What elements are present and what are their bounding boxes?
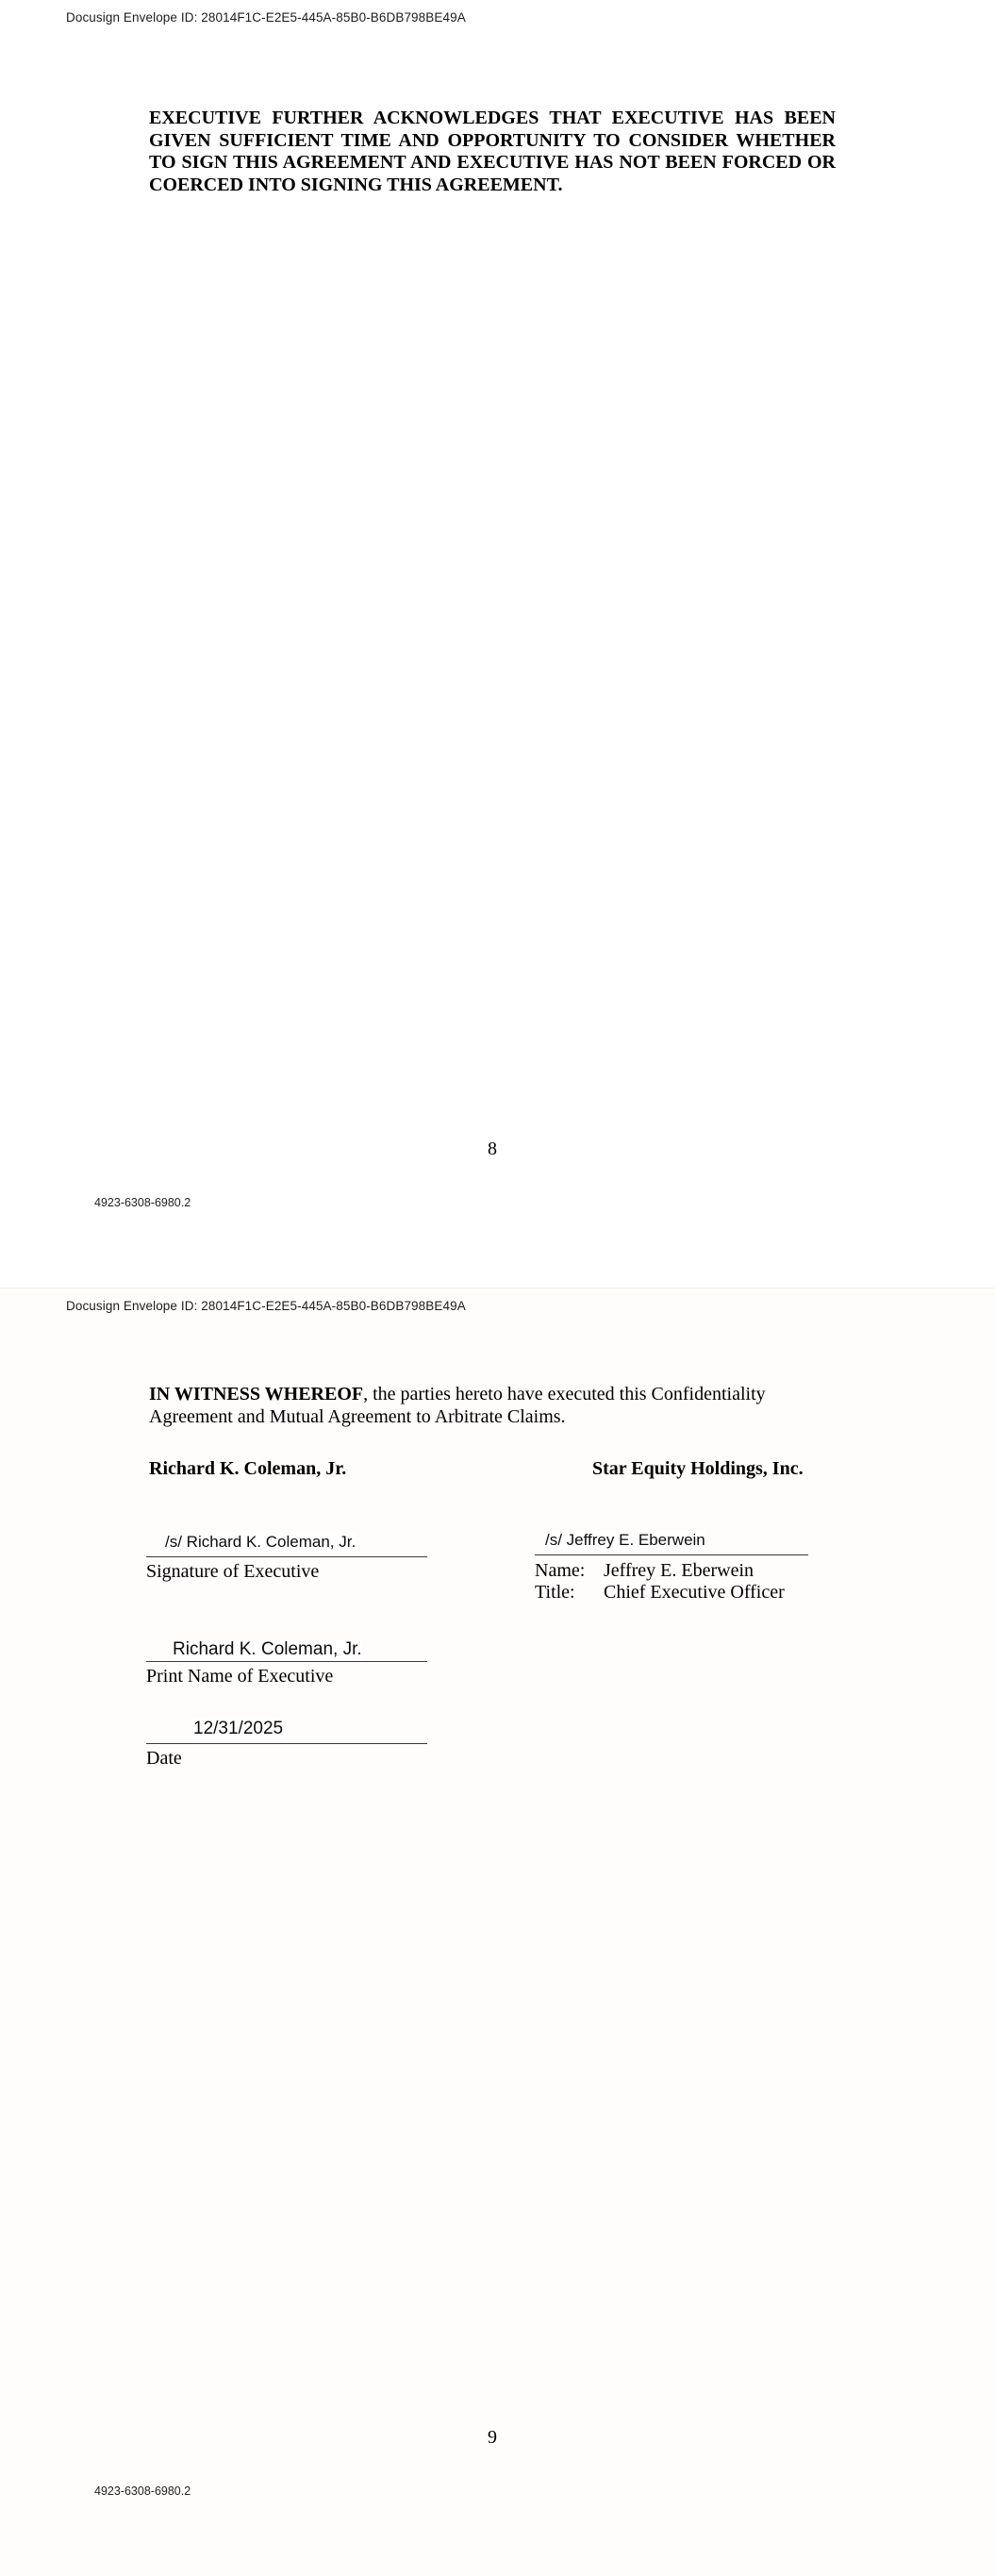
print-name-line [146, 1661, 427, 1662]
company-name-label: Name: [535, 1560, 586, 1581]
date-signed-field: 12/31/2025 [193, 1719, 284, 1738]
date-line [146, 1743, 427, 1744]
document-page-9 [0, 1288, 995, 2576]
document-reference-number: 4923-6308-6980.2 [94, 2485, 191, 2498]
page-number: 9 [488, 2427, 497, 2448]
witness-clause-body: , the parties hereto have executed this Confidentiality Agreement and Mutual Agreement to Arbitrate Claims. [149, 1384, 766, 1427]
company-name-value: Jeffrey E. Eberwein [604, 1560, 755, 1581]
document-reference-number: 4923-6308-6980.2 [94, 1196, 191, 1209]
acknowledgement-paragraph: EXECUTIVE FURTHER ACKNOWLEDGES THAT EXECUTIVE HAS BEEN GIVEN SUFFICIENT TIME AND OPPORTUNITY TO CONSIDER WHETHER TO SIGN THIS AGREEMENT AND EXECUTIVE HAS NOT BEEN FORCED OR COERCED INTO SIGNING THIS AGREEMENT. [149, 108, 836, 195]
company-title-value: Chief Executive Officer [604, 1582, 785, 1603]
executive-party-heading: Richard K. Coleman, Jr. [149, 1458, 347, 1479]
page-number: 8 [488, 1138, 497, 1159]
executive-signature-label: Signature of Executive [146, 1561, 320, 1582]
date-label: Date [146, 1748, 182, 1769]
company-signature-line [535, 1554, 808, 1555]
company-title-label: Title: [535, 1582, 575, 1603]
company-title-row [535, 1582, 846, 1604]
docusign-envelope-id-header: Docusign Envelope ID: 28014F1C-E2E5-445A-85B0-B6DB798BE49A [66, 10, 466, 25]
executive-signature-field: /s/ Richard K. Coleman, Jr. [165, 1533, 357, 1551]
company-name-row [535, 1560, 846, 1582]
print-name-label: Print Name of Executive [146, 1666, 334, 1687]
docusign-envelope-id-header: Docusign Envelope ID: 28014F1C-E2E5-445A-85B0-B6DB798BE49A [66, 1299, 466, 1313]
witness-clause [149, 1383, 836, 1428]
print-name-field: Richard K. Coleman, Jr. [173, 1639, 362, 1659]
company-signature-field: /s/ Jeffrey E. Eberwein [545, 1531, 705, 1549]
executive-signature-line [146, 1556, 427, 1557]
company-party-heading: Star Equity Holdings, Inc. [592, 1458, 804, 1479]
witness-clause-lead-in: IN WITNESS WHEREOF [149, 1384, 364, 1404]
